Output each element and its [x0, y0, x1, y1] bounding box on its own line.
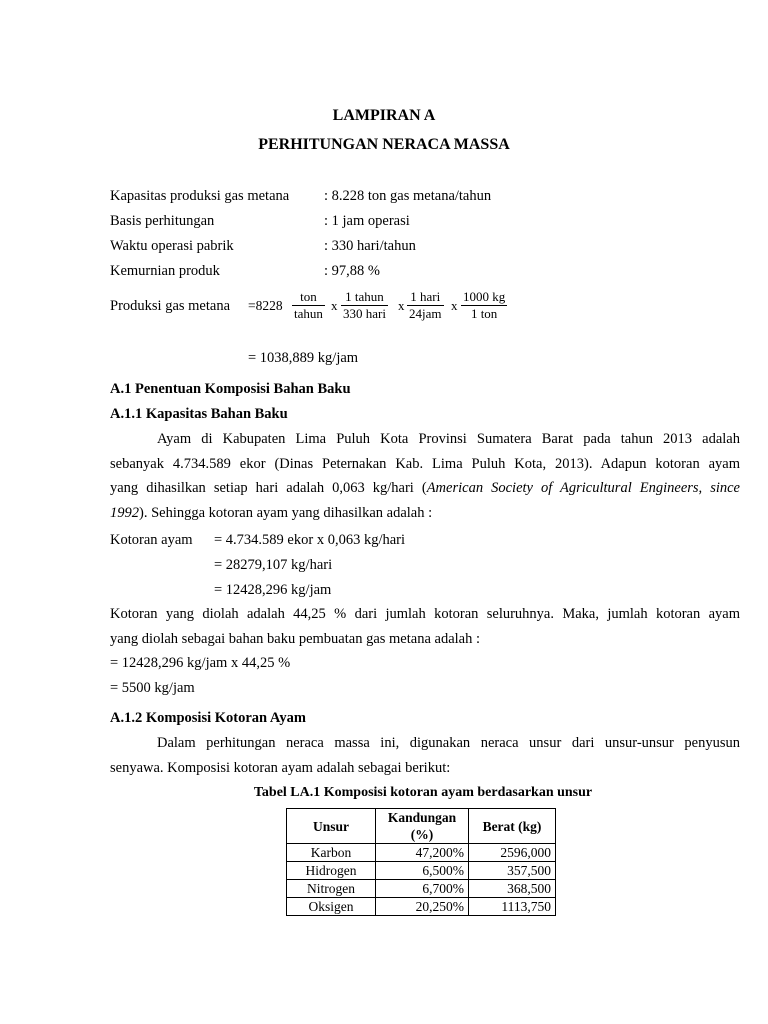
fraction-kg-per-ton: [461, 289, 507, 322]
table-cell: Oksigen: [287, 898, 376, 916]
production-result: = 1038,889 kg/jam: [248, 350, 359, 366]
paragraph-line: Dalam perhitungan neraca massa ini, digunakan neraca unsur dari unsur-unsur penyusun: [157, 735, 740, 751]
table-caption: Tabel LA.1 Komposisi kotoran ayam berdasarkan unsur: [253, 785, 593, 800]
paragraph-line: = 12428,296 kg/jam x 44,25 %: [110, 655, 291, 672]
table-cell: 6,700%: [376, 880, 469, 898]
table-row: [287, 898, 556, 916]
paragraph-line: Kotoran yang diolah adalah 44,25 % dari jumlah kotoran seluruhnya. Maka, jumlah kotoran ayam: [110, 606, 740, 622]
table-cell: 2596,000: [469, 844, 556, 862]
spec-label-purity: Kemurnian produk: [110, 263, 220, 279]
table-header-row: [287, 809, 556, 844]
fraction-denominator: 330 hari: [343, 306, 386, 321]
production-prefix: =8228: [248, 298, 283, 313]
section-heading-a12: A.1.2 Komposisi Kotoran Ayam: [110, 710, 306, 726]
paragraph-line: senyawa. Komposisi kotoran ayam adalah sebagai berikut:: [110, 759, 451, 776]
spec-value-capacity: : 8.228 ton gas metana/tahun: [324, 188, 492, 204]
paragraph-text: yang dihasilkan setiap hari adalah 0,063 kg/hari (: [110, 480, 427, 497]
manure-label: Kotoran ayam: [110, 532, 193, 548]
table-cell: 357,500: [469, 862, 556, 880]
paragraph-line: [110, 476, 740, 501]
table-header: Berat (kg): [469, 809, 556, 844]
manure-calc-line: = 4.734.589 ekor x 0,063 kg/hari: [214, 532, 406, 548]
table-row: [287, 862, 556, 880]
document-title: PERHITUNGAN NERACA MASSA: [258, 136, 510, 153]
appendix-title: LAMPIRAN A: [332, 107, 436, 124]
table-header: Kandungan (%): [376, 809, 469, 844]
manure-calc-line: = 28279,107 kg/hari: [214, 557, 333, 573]
paragraph-chicken-population: [110, 427, 740, 526]
spec-value-operation: : 330 hari/tahun: [324, 238, 416, 254]
fraction-denominator: tahun: [294, 306, 323, 321]
paragraph-line: = 5500 kg/jam: [110, 680, 195, 697]
fraction-numerator: 1000 kg: [463, 289, 506, 304]
paragraph-composition: [110, 731, 740, 780]
fraction-numerator: 1 tahun: [341, 289, 388, 306]
paragraph-processed-manure: [110, 602, 740, 701]
spec-value-basis: : 1 jam operasi: [324, 213, 410, 229]
manure-calc-line: = 12428,296 kg/jam: [214, 582, 332, 598]
fraction-denominator: 24jam: [409, 306, 442, 321]
citation-italic: American Society of Agricultural Engineers, since: [426, 480, 740, 497]
times-sign: x: [331, 298, 338, 313]
table-cell: Karbon: [287, 844, 376, 862]
composition-table: [286, 808, 556, 916]
fraction-numerator: 1 hari: [407, 289, 444, 306]
citation-year: 1992: [110, 505, 139, 522]
section-heading-a11: A.1.1 Kapasitas Bahan Baku: [110, 406, 288, 422]
fraction-day-per-hour: [407, 289, 444, 322]
paragraph-line: sebanyak 4.734.589 ekor (Dinas Peternakan Kab. Lima Puluh Kota, 2013). Adapun kotoran ayam: [110, 455, 740, 472]
fraction-ton-per-year: [292, 289, 325, 322]
spec-value-purity: : 97,88 %: [324, 263, 380, 279]
section-heading-a1: A.1 Penentuan Komposisi Bahan Baku: [110, 381, 351, 397]
fraction-numerator: ton: [292, 289, 325, 306]
table-cell: Hidrogen: [287, 862, 376, 880]
table-cell: 20,250%: [376, 898, 469, 916]
fraction-year-per-day: [341, 289, 388, 322]
times-sign: x: [398, 298, 405, 313]
fraction-denominator: 1 ton: [470, 306, 498, 321]
paragraph-line: [110, 501, 740, 526]
table-header: Unsur: [287, 809, 376, 844]
paragraph-line: Ayam di Kabupaten Lima Puluh Kota Provinsi Sumatera Barat pada tahun 2013 adalah: [157, 431, 740, 447]
table-row: [287, 844, 556, 862]
table-cell: Nitrogen: [287, 880, 376, 898]
paragraph-line: yang diolah sebagai bahan baku pembuatan gas metana adalah :: [110, 630, 481, 647]
spec-label-operation: Waktu operasi pabrik: [110, 238, 234, 254]
paragraph-text: ). Sehingga kotoran ayam yang dihasilkan adalah :: [139, 505, 433, 522]
table-cell: 1113,750: [469, 898, 556, 916]
times-sign: x: [451, 298, 458, 313]
spec-label-capacity: Kapasitas produksi gas metana: [110, 188, 290, 204]
table-cell: 6,500%: [376, 862, 469, 880]
production-label: Produksi gas metana: [110, 298, 231, 314]
table-row: [287, 880, 556, 898]
table-cell: 47,200%: [376, 844, 469, 862]
spec-label-basis: Basis perhitungan: [110, 213, 215, 229]
table-cell: 368,500: [469, 880, 556, 898]
